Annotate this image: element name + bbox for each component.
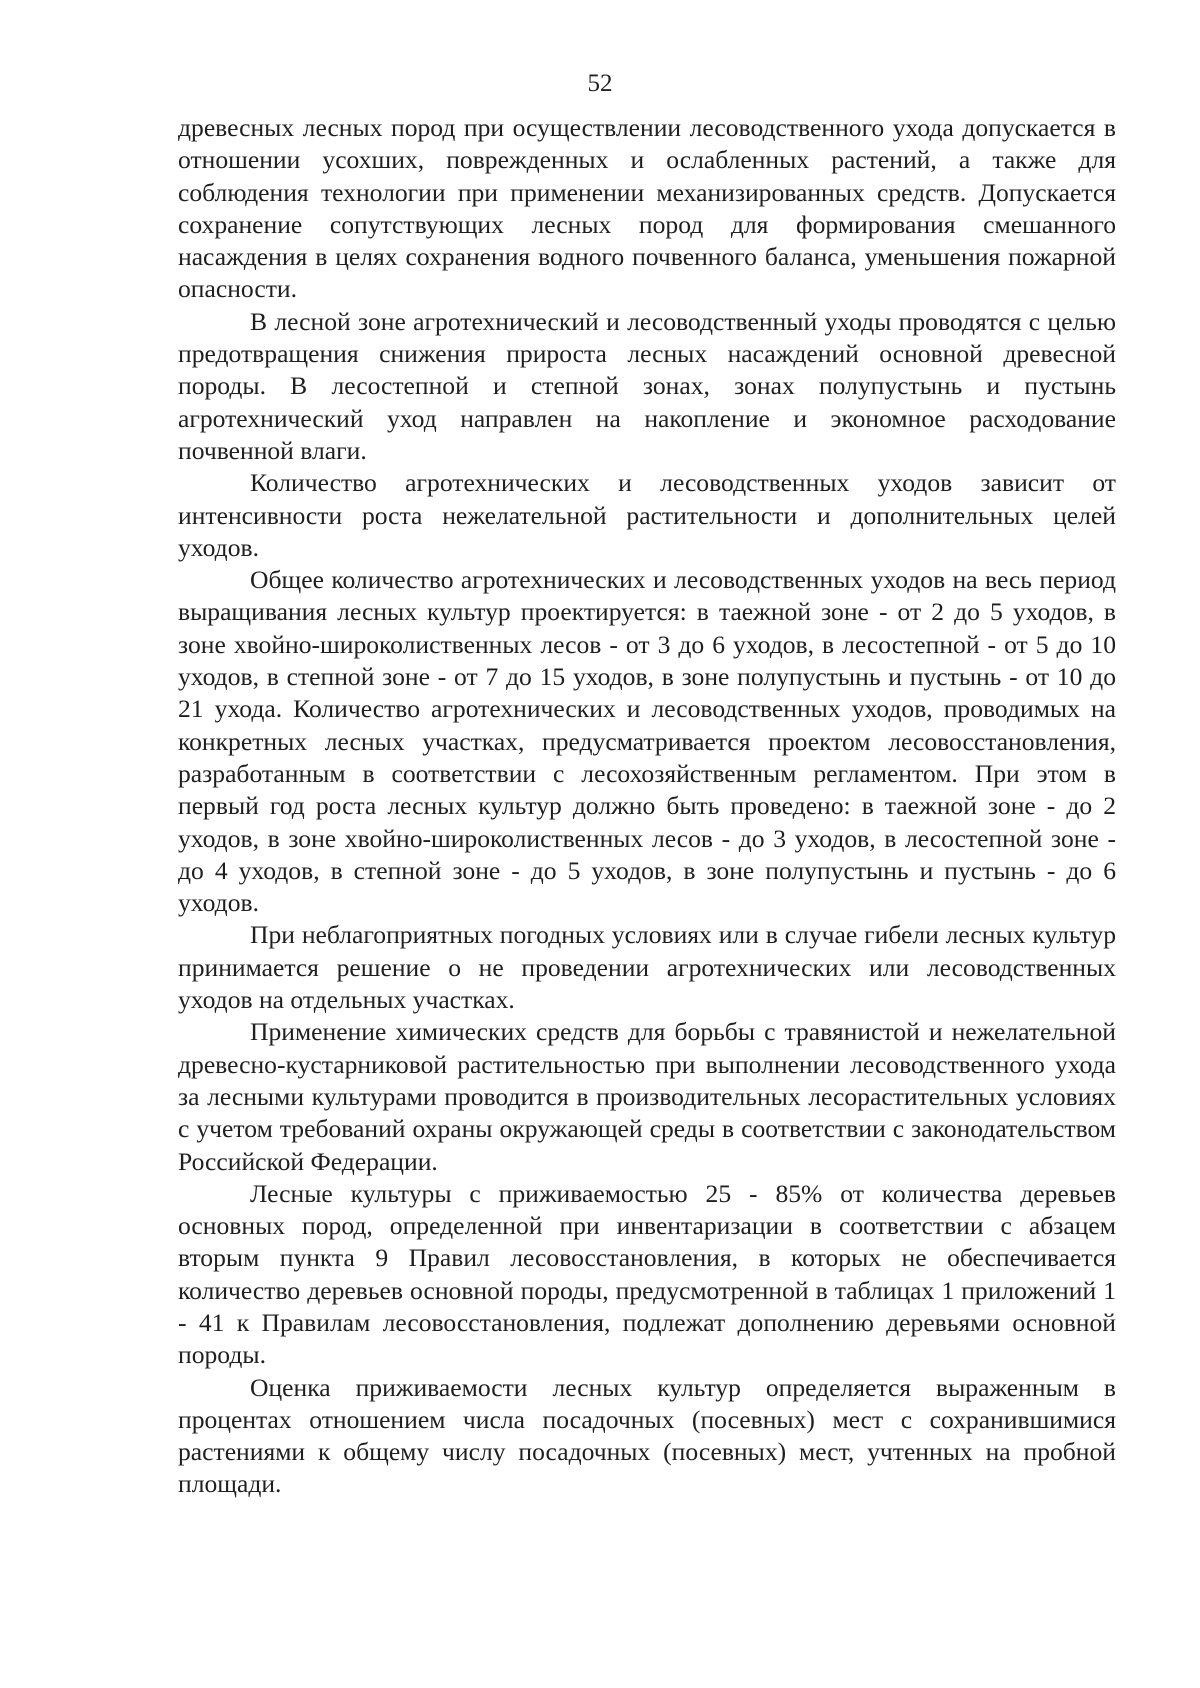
paragraph: Количество агротехнических и лесоводственных уходов зависит от интенсивности роста нежелательной растительности и дополнительных целей уходов. [178,468,1116,562]
paragraph: При неблагоприятных погодных условиях или в случае гибели лесных культур принимается решение о не проведении агротехнических или лесоводственных уходов на отдельных участках. [178,920,1116,1015]
document-body [178,112,1116,1501]
paragraph: Оценка приживаемости лесных культур определяется выраженным в процентах отношением числа посадочных (посевных) мест с сохранившимися растениями к общему числу посадочных (посевных) мест, учтенных на пробной площади. [178,1372,1116,1499]
page-number: 52 [587,70,613,97]
paragraph-continuation: древесных лесных пород при осуществлении лесоводственного ухода допускается в отношении усохших, поврежденных и ослабленных растений, а также для соблюдения технологии при применении механизированных средств. Допускается сохранение сопутствующих лесных пород для формирования смешанного насаждения в целях сохранения водного почвенного баланса, уменьшения пожарной опасности. [178,113,1116,304]
paragraph: Общее количество агротехнических и лесоводственных уходов на весь период выращивания лесных культур проектируется: в таежной зоне - от 2 до 5 уходов, в зоне хвойно-широколиственных лесов - от 3 до 6 уходов, в лесостепной - от 5 до 10 уходов, в степной зоне - от 7 до 15 уходов, в зоне полупустынь и пустынь - от 10 до 21 ухода. Количество агротехнических и лесоводственных уходов, проводимых на конкретных лесных участках, предусматривается проектом лесовосстановления, разработанным в соответствии с лесохозяйственным регламентом. При этом в первый год роста лесных культур должно быть проведено: в таежной зоне - до 2 уходов, в зоне хвойно-широколиственных лесов - до 3 уходов, в лесостепной зоне - до 4 уходов, в степной зоне - до 5 уходов, в зоне полупустынь и пустынь - до 6 уходов. [178,565,1116,918]
paragraph: Лесные культуры с приживаемостью 25 - 85% от количества деревьев основных пород, определенной при инвентаризации в соответствии с абзацем вторым пункта 9 Правил лесовосстановления, в которых не обеспечивается количество деревьев основной породы, предусмотренной в таблицах 1 приложений 1 - 41 к Правилам лесовосстановления, подлежат дополнению деревьями основной породы. [178,1178,1116,1370]
paragraph: В лесной зоне агротехнический и лесоводственный уходы проводятся с целью предотвращения снижения прироста лесных насаждений основной древесной породы. В лесостепной и степной зонах, зонах полупустынь и пустынь агротехнический уход направлен на накопление и экономное расходование почвенной влаги. [178,306,1116,465]
paragraph: Применение химических средств для борьбы с травянистой и нежелательной древесно-кустарниковой растительностью при выполнении лесоводственного ухода за лесными культурами проводится в производительных лесорастительных условиях с учетом требований охраны окружающей среды в соответствии с законодательством Российской Федерации. [178,1017,1116,1176]
